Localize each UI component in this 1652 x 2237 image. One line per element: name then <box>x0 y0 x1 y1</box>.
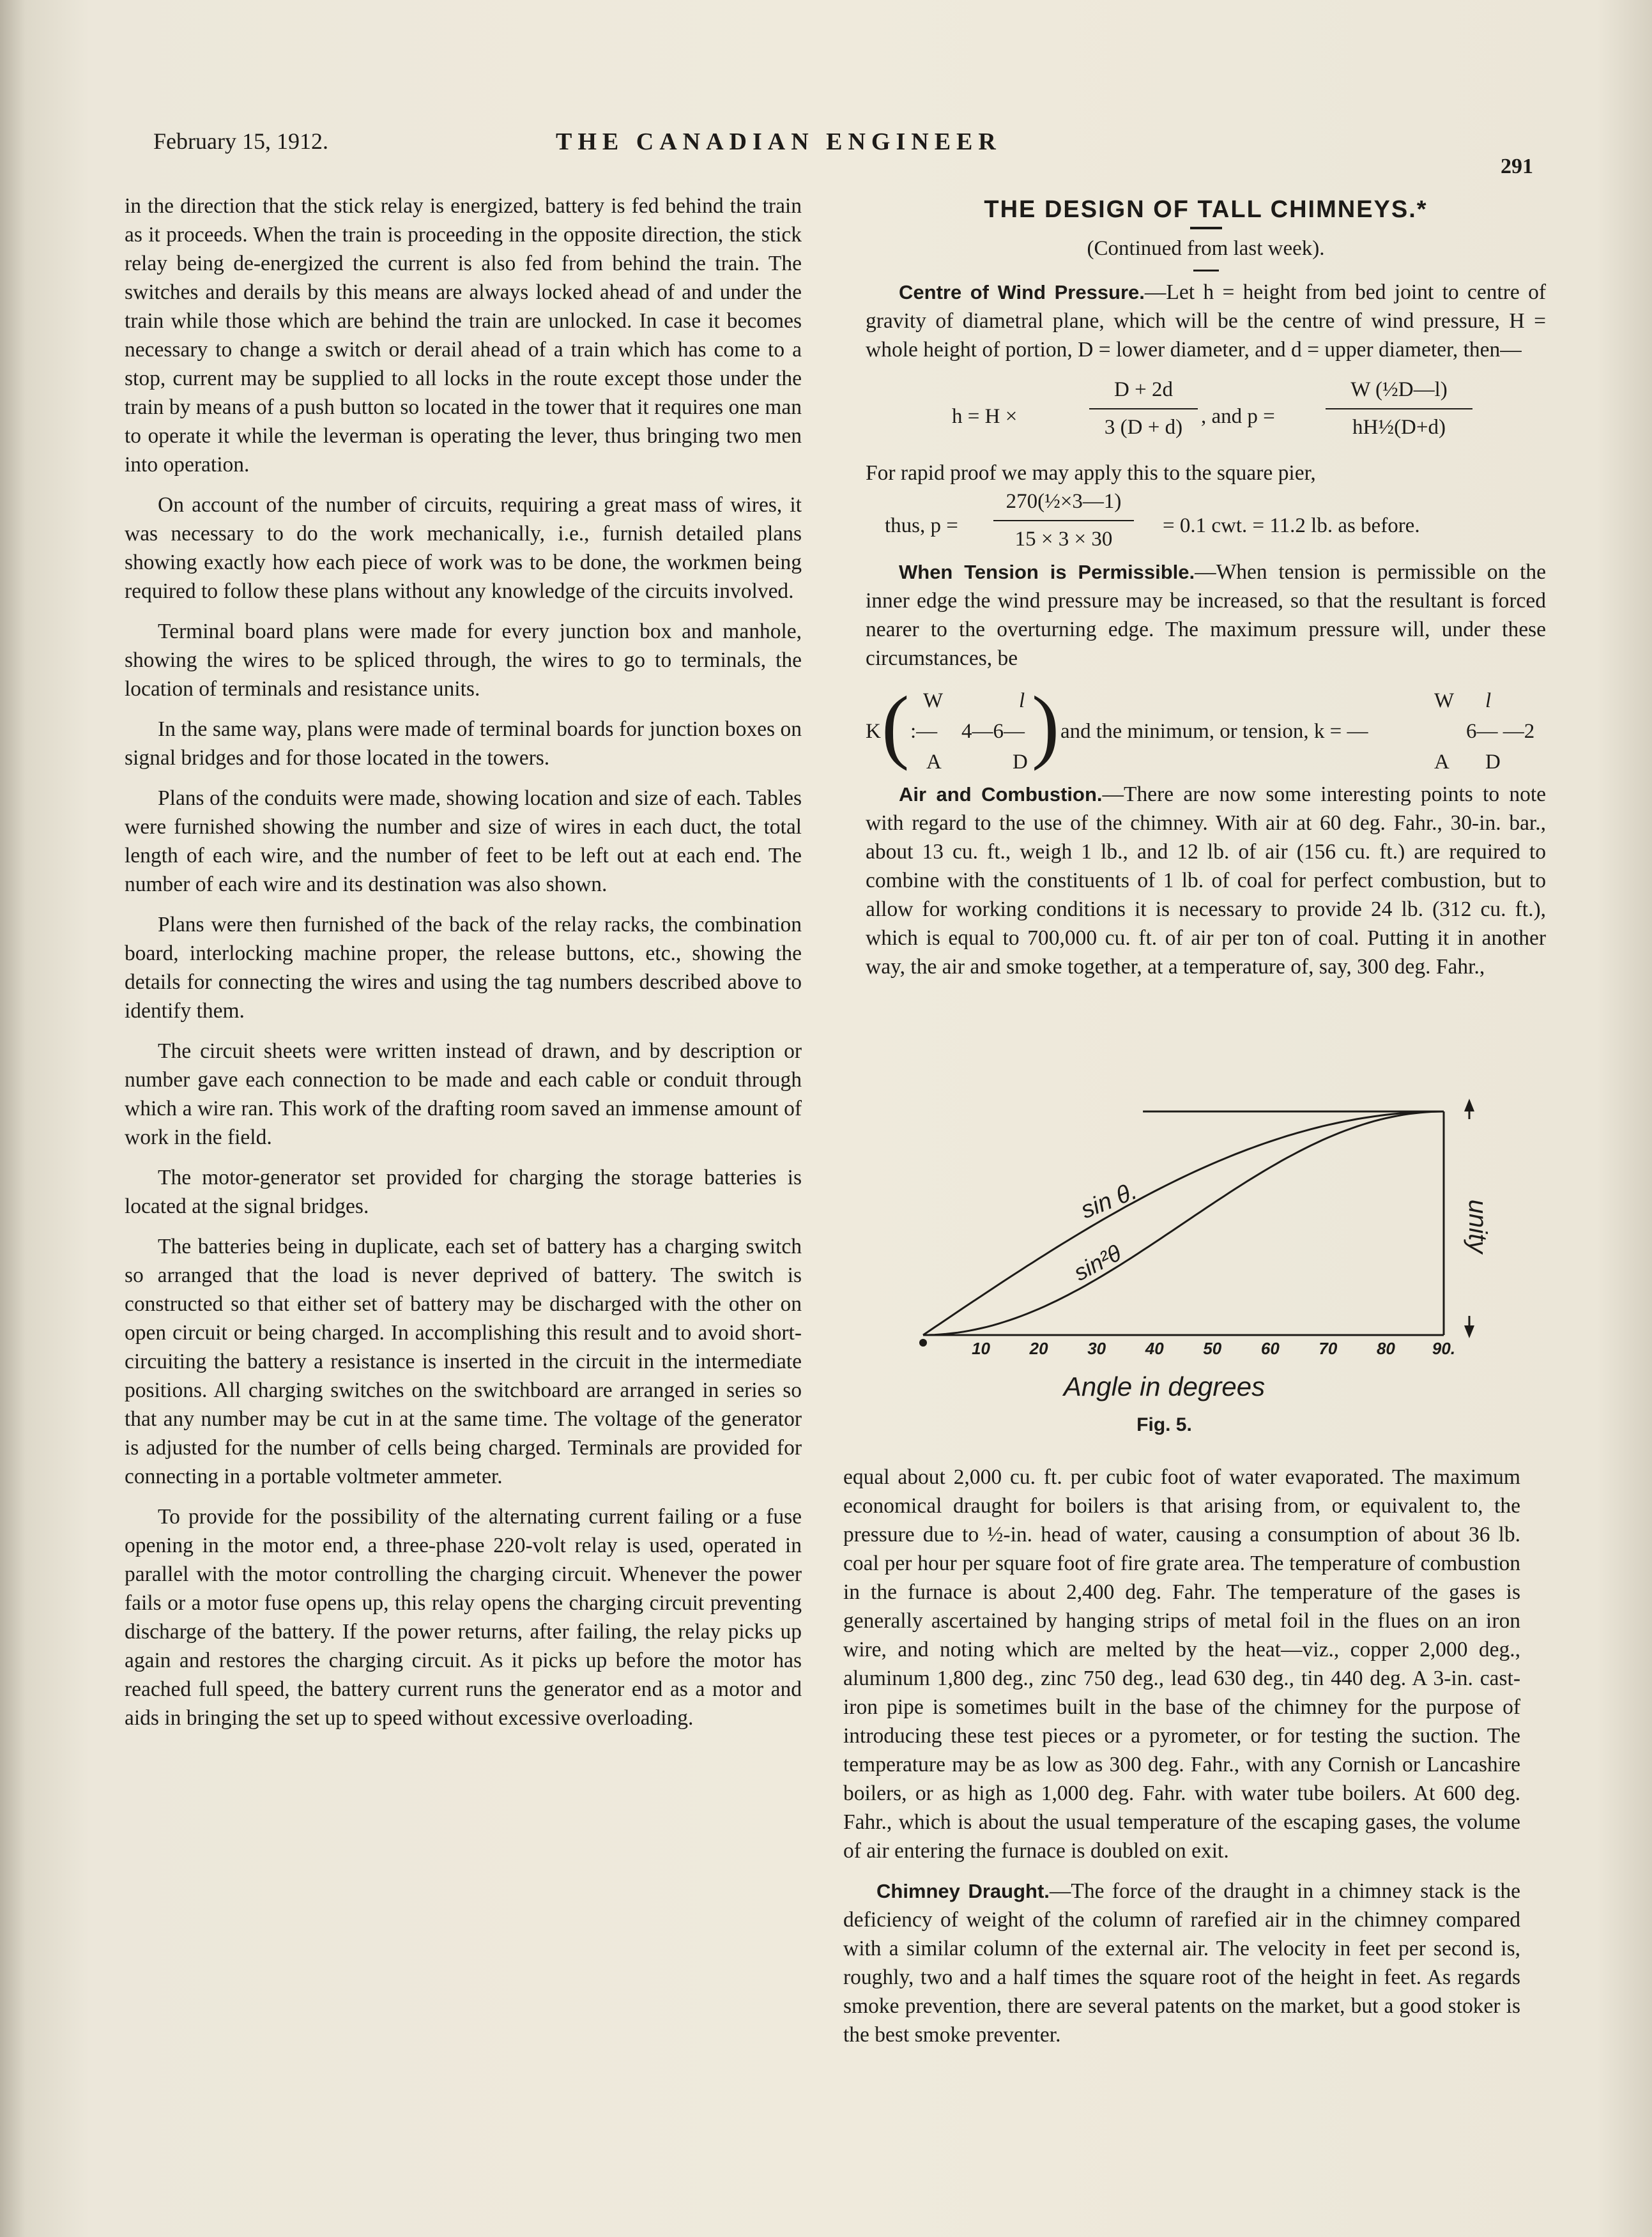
tension-formula: K ( W l :— 4—6— A D ) and the minimum, or tension, k = — W l 6— —2 A D <box>866 680 1535 774</box>
section-heading: Chimney Draught. <box>876 1880 1050 1902</box>
y-axis-label: unity <box>1464 1199 1492 1254</box>
paragraph: equal about 2,000 cu. ft. per cubic foot of water evaporated. The maximum economical draught for boilers is that arising from, or equivalent to, the pressure due to ½-in. head of water, causing a consumption of about 36 lb. coal per hour per square foot of fire grate area. The temperature of combustion in the furnace is about 2,400 deg. Fahr. The temperature of the gases is generally ascertained by hanging strips of metal foil in the flues on an iron wire, and noting which are melted by the heat—viz., copper 2,000 deg., aluminum 1,800 deg., zinc 750 deg., lead 630 deg., tin 440 deg. A 3-in. cast-iron pipe is sometimes built in the base of the chimney for the purpose of introducing these test pieces or a pyrometer, or for testing the suction. The temperature may be as low as 300 deg. Fahr., with any Cornish or Lancashire boilers, or as high as 1,000 deg. Fahr. with water tube boilers. At 600 deg. Fahr., which is about the usual temperature of the escaping gases, the volume of air entering the furnace is doubled on exit. <box>843 1465 1520 1863</box>
arrow-up-icon <box>1464 1099 1474 1111</box>
sine-curves-svg <box>894 1086 1492 1444</box>
article-continued-column <box>843 1463 1520 2061</box>
article-subtitle: (Continued from last week). <box>1087 237 1325 260</box>
paragraph: In the same way, plans were made of terminal boards for junction boxes on signal bridges and for those located in the towers. <box>125 717 802 770</box>
section-heading: Air and Combustion. <box>899 783 1103 805</box>
section-heading: When Tension is Permissible. <box>899 561 1195 583</box>
page-header <box>153 128 1533 178</box>
paragraph: The motor-generator set provided for charging the storage batteries is located at the signal bridges. <box>125 1166 802 1218</box>
height-formula: h = H × D + 2d 3 (D + d) , and p = W (½D—l) hH½(D+d) <box>866 376 1546 459</box>
x-tick-label: 90. <box>1432 1339 1456 1358</box>
issue-date: February 15, 1912. <box>153 128 328 154</box>
x-tick-label: 30 <box>1087 1339 1106 1358</box>
article-column <box>866 192 1546 993</box>
section-heading: Centre of Wind Pressure. <box>899 281 1145 303</box>
x-tick-label: 60 <box>1260 1339 1280 1358</box>
origin-dot <box>919 1339 927 1347</box>
paragraph: To provide for the possibility of the alternating current failing or a fuse opening in the motor end, a three-phase 220-volt relay is used, operated in parallel with the motor controlling the charging circuit. Whenever the power fails or a motor fuse opens up, this relay opens the charging circuit preventing discharge of the battery. If the power returns, after failing, the relay picks up again and restores the charging circuit. As it picks up before the motor has reached full speed, the battery current runs the generator end as a motor and aids in bringing the set up to speed without excessive overloading. <box>125 1505 802 1730</box>
paragraph: The circuit sheets were written instead of drawn, and by description or number gave each connection to be made and each cable or conduit through which a wire ran. This work of the drafting room saved an immense amount of work in the field. <box>125 1039 802 1149</box>
article-title: THE DESIGN OF TALL CHIMNEYS.* <box>984 196 1428 223</box>
x-tick-label: 40 <box>1145 1339 1164 1358</box>
x-tick-label: 20 <box>1029 1339 1048 1358</box>
paragraph: On account of the number of circuits, requiring a great mass of wires, it was necessary to do the work mechanically, i.e., furnish detailed plans showing exactly how each piece of work was to be done, the workmen being required to follow these plans without any knowledge of the circuits involved. <box>125 493 802 603</box>
air-combustion-paragraph: Air and Combustion.—There are now some interesting points to note with regard to the use of the chimney. With air at 60 deg. Fahr., 30-in. bar., about 13 cu. ft., weigh 1 lb., and 12 lb. of air (156 cu. ft.) are required to combine with the constituents of 1 lb. of coal for perfect combustion, but to allow for working conditions it is necessary to provide 24 lb. (312 cu. ft.), which is equal to 700,000 cu. ft. of air per ton of coal. Putting it in another way, the air and smoke together, at a temperature of, say, 300 deg. Fahr., <box>866 783 1546 979</box>
title-rule <box>1190 227 1222 229</box>
chimney-draught-paragraph: Chimney Draught.—The force of the draught in a chimney stack is the deficiency of weight of the column of rarefied air in the chimney compared with a similar column of the external air. The velocity in feet per second is, roughly, two and a half times the square root of the height in feet. As regards smoke prevention, there are several patents on the market, but a good stoker is the best smoke preventer. <box>843 1879 1521 2047</box>
fraction: 270(½×3—1) 15 × 3 × 30 <box>993 487 1134 554</box>
x-tick-label: 80 <box>1376 1339 1395 1358</box>
paragraph: Terminal board plans were made for every junction box and manhole, showing the wires to be spliced through, the wires to go to terminals, the location of terminals and resistance units. <box>125 620 802 701</box>
page-number: 291 <box>1501 155 1533 178</box>
x-axis-label: Angle in degrees <box>1063 1371 1266 1401</box>
paragraph: For rapid proof we may apply this to the square pier, <box>866 461 1316 485</box>
figure-caption: Fig. 5. <box>1136 1414 1192 1435</box>
fraction: W (½D—l) hH½(D+d) <box>1326 376 1472 442</box>
pier-formula: thus, p = 270(½×3—1) 15 × 3 × 30 = 0.1 cwt. = 11.2 lb. as before. <box>866 487 1546 558</box>
wind-pressure-paragraph: Centre of Wind Pressure.—Let h = height from bed joint to centre of gravity of diametral plane, which will be the centre of wind pressure, H = whole height of portion, D = lower diameter, and d = upper diameter, then— <box>866 280 1547 362</box>
subtitle-rule <box>1193 270 1219 271</box>
x-tick-label: 10 <box>972 1339 991 1358</box>
figure-5-chart <box>894 1086 1492 1444</box>
series-label-sin: sin θ. <box>1077 1177 1141 1225</box>
x-tick-label: 70 <box>1319 1339 1338 1358</box>
fraction: D + 2d 3 (D + d) <box>1089 376 1198 442</box>
tension-paragraph: When Tension is Permissible.—When tension is permissible on the inner edge the wind pressure may be increased, so that the resultant is forced nearer to the overturning edge. The maximum pressure will, under these circumstances, be <box>866 560 1546 670</box>
x-tick-label: 50 <box>1203 1339 1222 1358</box>
paragraph: Plans were then furnished of the back of the relay racks, the combination board, interlocking machine proper, the release buttons, etc., showing the details for connecting the wires and using the tag numbers described above to identify them. <box>125 913 802 1023</box>
left-column <box>125 192 802 1744</box>
arrow-down-icon <box>1464 1325 1474 1338</box>
series-line-sin-squared <box>923 1111 1444 1335</box>
paragraph: in the direction that the stick relay is energized, battery is fed behind the train as it proceeds. When the train is proceeding in the opposite direction, the stick relay being de-energized the current is also fed from behind the train. The switches and derails by this means are always locked ahead of and under the train while those which are behind the train are unlocked. In case it becomes necessary to change a switch or derail ahead of a train which has come to a stop, current may be supplied to all locks in the route except those under the train by means of a push button so located in the tower that it requires one man to operate it while the leverman is operating the lever, thus bringing two men into operation. <box>125 194 802 477</box>
journal-title: THE CANADIAN ENGINEER <box>556 128 1002 155</box>
paragraph: Plans of the conduits were made, showing location and size of each. Tables were furnished showing the number and size of wires in each duct, the total length of each wire, and the number of feet to be left out at each end. The number of each wire and its destination was also shown. <box>125 786 802 896</box>
paragraph: The batteries being in duplicate, each set of battery has a charging switch so arranged that the load is never deprived of battery. The switch is constructed so that either set of battery may be discharged with the other on open circuit or being charged. In accomplishing this result and to avoid short-circuiting the battery a resistance is inserted in the circuit in the intermediate positions. All charging switches on the switchboard are arranged in series so that any number may be cut in at the same time. The voltage of the generator is adjusted for the number of cells being charged. Terminals are provided for connecting in a portable voltmeter ammeter. <box>125 1235 802 1488</box>
series-label-sin-squared: sin²θ <box>1069 1239 1126 1286</box>
